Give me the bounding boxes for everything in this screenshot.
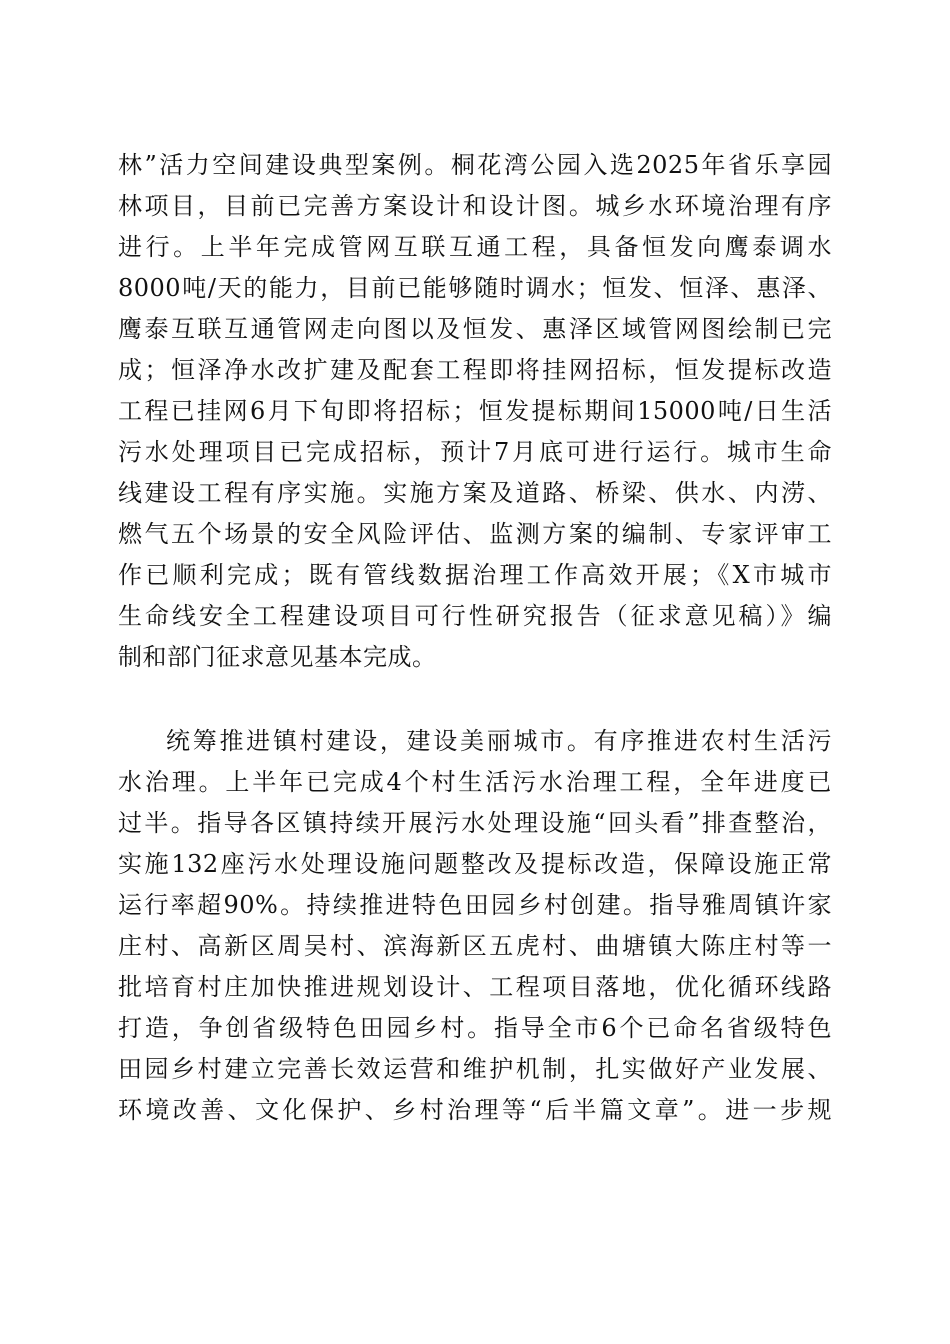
paragraph-1-line: 生命线安全工程建设项目可行性研究报告（征求意见稿）》编: [118, 602, 832, 630]
paragraph-2-line: 打造，争创省级特色田园乡村。指导全市6个已命名省级特色: [118, 1014, 832, 1042]
paragraph-1-line: 鹰泰互联互通管网走向图以及恒发、惠泽区域管网图绘制已完: [118, 315, 832, 343]
paragraph-2-line: 实施132座污水处理设施问题整改及提标改造，保障设施正常: [118, 850, 832, 878]
paragraph-1-line: 污水处理项目已完成招标，预计7月底可进行运行。城市生命: [118, 438, 832, 466]
paragraph-2-line: 运行率超90%。持续推进特色田园乡村创建。指导雅周镇许家: [118, 891, 832, 919]
paragraph-2: [118, 721, 832, 1131]
paragraph-2-line: 环境改善、文化保护、乡村治理等“后半篇文章”。进一步规: [118, 1096, 832, 1124]
paragraph-2-line: 庄村、高新区周吴村、滨海新区五虎村、曲塘镇大陈庄村等一: [118, 932, 832, 960]
paragraph-1-line: 成；恒泽净水改扩建及配套工程即将挂网招标，恒发提标改造: [118, 356, 832, 384]
paragraph-1-line: 工程已挂网6月下旬即将招标；恒发提标期间15000吨/日生活: [118, 397, 832, 425]
paragraph-1-line: 8000吨/天的能力，目前已能够随时调水；恒发、恒泽、惠泽、: [118, 274, 832, 302]
paragraph-1-line: 林”活力空间建设典型案例。桐花湾公园入选2025年省乐享园: [118, 151, 832, 179]
paragraph-1-line: 线建设工程有序实施。实施方案及道路、桥梁、供水、内涝、: [118, 479, 832, 507]
paragraph-1-line: 林项目，目前已完善方案设计和设计图。城乡水环境治理有序: [118, 192, 832, 220]
paragraph-1: [118, 145, 832, 678]
paragraph-1-line: 制和部门征求意见基本完成。: [118, 643, 437, 671]
paragraph-1-line: 作已顺利完成；既有管线数据治理工作高效开展；《X市城市: [118, 561, 832, 589]
paragraph-2-line: 田园乡村建立完善长效运营和维护机制，扎实做好产业发展、: [118, 1055, 832, 1083]
paragraph-2-line: 批培育村庄加快推进规划设计、工程项目落地，优化循环线路: [118, 973, 832, 1001]
paragraph-1-line: 进行。上半年完成管网互联互通工程，具备恒发向鹰泰调水: [118, 233, 832, 261]
paragraph-1-line: 燃气五个场景的安全风险评估、监测方案的编制、专家评审工: [118, 520, 832, 548]
paragraph-2-line: 过半。指导各区镇持续开展污水处理设施“回头看”排查整治，: [118, 809, 832, 837]
paragraph-2-line: 统筹推进镇村建设，建设美丽城市。有序推进农村生活污: [166, 727, 832, 755]
paragraph-2-line: 水治理。上半年已完成4个村生活污水治理工程，全年进度已: [118, 768, 832, 796]
